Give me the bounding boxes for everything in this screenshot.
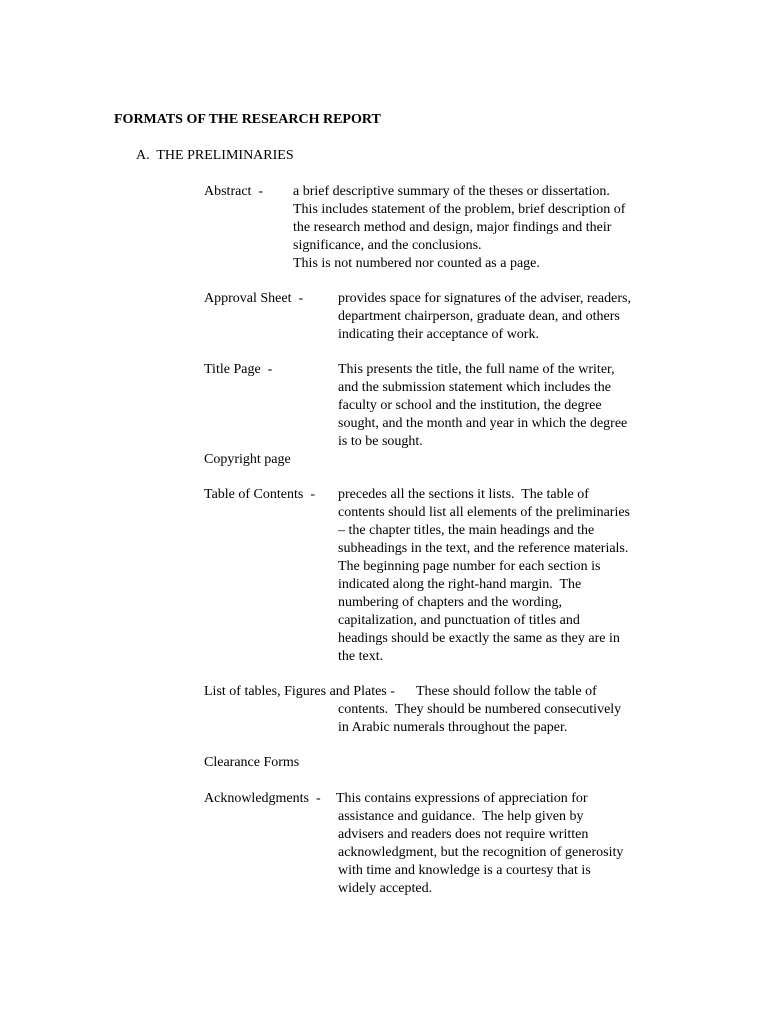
toc-line-8: capitalization, and punctuation of titles and [338,613,580,628]
document-title: FORMATS OF THE RESEARCH REPORT [114,112,381,127]
ack-line-2: assistance and guidance. The help given by [338,809,584,824]
term-acknowledgments: Acknowledgments - [204,791,321,806]
ack-line-6: widely accepted. [338,881,433,896]
ack-line-1: This contains expressions of appreciation for [336,791,588,806]
toc-line-5: The beginning page number for each section is [338,559,601,574]
title-page-line-4: sought, and the month and year in which the degree [338,416,628,431]
toc-line-3: – the chapter titles, the main headings and the [338,523,595,538]
abstract-line-2: This includes statement of the problem, brief description of [293,202,626,217]
list-tables-line-2: contents. They should be numbered consecutively [338,702,622,717]
title-page-line-2: and the submission statement which includes the [338,380,611,395]
abstract-line-3: the research method and design, major findings and their [293,220,612,235]
term-copyright-page: Copyright page [204,452,291,467]
section-heading: A. THE PRELIMINARIES [136,148,294,163]
title-page-line-3: faculty or school and the institution, the degree [338,398,602,413]
toc-line-7: numbering of chapters and the wording, [338,595,562,610]
term-title-page: Title Page - [204,362,273,377]
abstract-line-1: a brief descriptive summary of the theses or dissertation. [293,184,610,199]
abstract-line-4: significance, and the conclusions. [293,238,482,253]
approval-line-1: provides space for signatures of the adviser, readers, [338,291,631,306]
term-abstract: Abstract - [204,184,264,199]
term-table-of-contents: Table of Contents - [204,487,315,502]
toc-line-4: subheadings in the text, and the reference materials. [338,541,629,556]
toc-line-10: the text. [338,649,384,664]
term-list-of-tables: List of tables, Figures and Plates - [204,684,395,699]
approval-line-3: indicating their acceptance of work. [338,327,539,342]
term-clearance-forms: Clearance Forms [204,755,300,770]
ack-line-4: acknowledgment, but the recognition of generosity [338,845,624,860]
list-tables-line-1: These should follow the table of [416,684,597,699]
approval-line-2: department chairperson, graduate dean, and others [338,309,620,324]
toc-line-9: headings should be exactly the same as they are in [338,631,620,646]
title-page-line-1: This presents the title, the full name of the writer, [338,362,615,377]
title-page-line-5: is to be sought. [338,434,423,449]
ack-line-5: with time and knowledge is a courtesy that is [338,863,591,878]
toc-line-2: contents should list all elements of the preliminaries [338,505,630,520]
abstract-line-5: This is not numbered nor counted as a page. [293,256,540,271]
term-approval-sheet: Approval Sheet - [204,291,304,306]
toc-line-6: indicated along the right-hand margin. The [338,577,582,592]
list-tables-line-3: in Arabic numerals throughout the paper. [338,720,568,735]
toc-line-1: precedes all the sections it lists. The table of [338,487,589,502]
ack-line-3: advisers and readers does not require written [338,827,589,842]
